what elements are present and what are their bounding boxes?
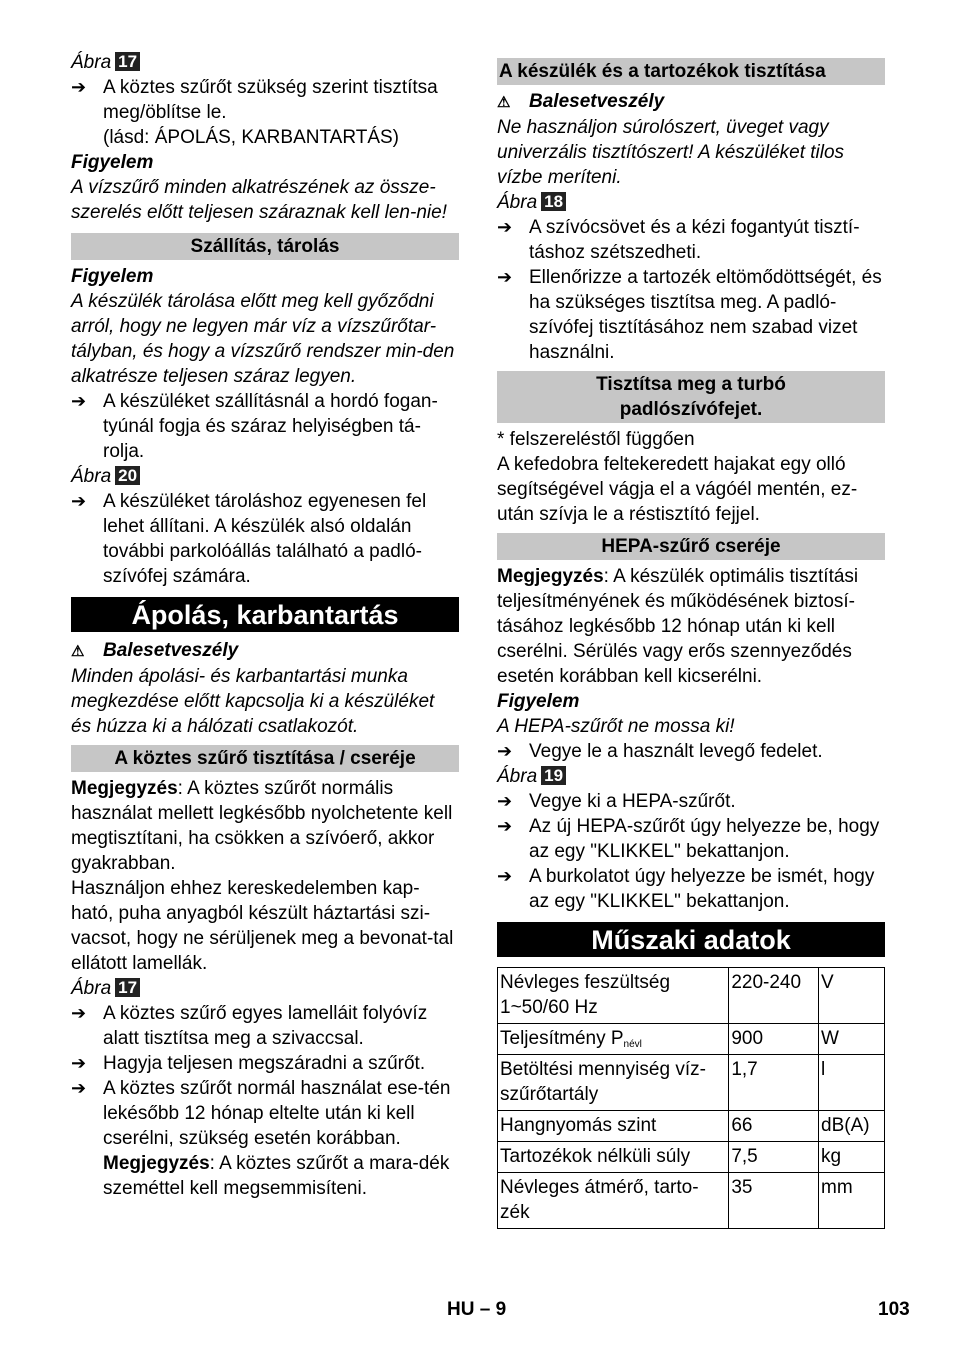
notice-text: A HEPA-szűrőt ne mossa ki! <box>497 716 735 737</box>
list-item: ➔ A burkolatot úgy helyezze be ismét, hogy az egy "KLIKKEL" bekattanjon. <box>497 866 875 912</box>
note-paragraph: Megjegyzés: A készülék optimális tisztítási teljesítményének és működésének biztosí-tásához legkésőbb 12 hónap után ki kell cserélni. Sérülés vagy erős szennyeződés esetén korábban kell kicserélni. <box>497 566 859 687</box>
table-cell: Névleges átmérő, tarto-zék <box>498 1173 729 1229</box>
chapter-heading: Műszaki adatok <box>497 922 885 957</box>
list-item: ➔ A köztes szűrőt szükség szerint tisztítsa meg/öblítse le. <box>71 77 438 123</box>
warning-title: ⚠ Balesetveszély <box>497 89 885 115</box>
list-item: ➔ A készüléket szállításnál a hordó fogan-tyúnál fogja és száraz helyiségben tá-rolja. <box>71 391 438 462</box>
list-item: ➔ Az új HEPA-szűrőt úgy helyezze be, hogy az egy "KLIKKEL" bekattanjon. <box>497 816 880 862</box>
arrow-right-icon: ➔ <box>71 1003 87 1023</box>
warning-text: Minden ápolási- és karbantartási munka megkezdése előtt kapcsolja ki a készüléket és húzza ki a hálózati csatlakozót. <box>71 666 435 737</box>
table-cell: mm <box>819 1173 885 1229</box>
table-cell: W <box>819 1024 885 1055</box>
table-cell: V <box>819 968 885 1024</box>
figure-ref: Ábra 19 <box>497 764 885 789</box>
table-row <box>498 968 885 1024</box>
figure-ref: Ábra 17 <box>71 976 459 1001</box>
table-cell: Betöltési mennyiség víz-szűrőtartály <box>498 1055 729 1111</box>
table-row <box>498 1055 885 1111</box>
table-row <box>498 1024 885 1055</box>
footer-section-label: HU – 9 <box>447 1299 507 1320</box>
warning-triangle-icon: ⚠ <box>71 643 85 660</box>
arrow-right-icon: ➔ <box>497 866 513 886</box>
figure-number: 17 <box>115 52 140 71</box>
warning-triangle-icon: ⚠ <box>497 94 511 111</box>
notice-text: A készülék tárolása előtt meg kell győződni arról, hogy ne legyen már víz a vízszűrőtar-tályban, és hogy a vízszűrő rendszer min-den alkatrésze teljesen száraz legyen. <box>71 291 455 387</box>
list-item: ➔ Vegye ki a HEPA-szűrőt. <box>497 791 736 812</box>
notice-title: Figyelem <box>71 266 154 287</box>
arrow-right-icon: ➔ <box>497 816 513 836</box>
chapter-heading: Ápolás, karbantartás <box>71 597 459 632</box>
table-cell: l <box>819 1055 885 1111</box>
section-heading: Szállítás, tárolás <box>71 233 459 260</box>
table-cell: dB(A) <box>819 1111 885 1142</box>
table-row <box>498 1173 885 1229</box>
arrow-right-icon: ➔ <box>497 267 513 287</box>
page-number: 103 <box>878 1299 910 1320</box>
table-cell: Tartozékok nélküli súly <box>498 1142 729 1173</box>
arrow-right-icon: ➔ <box>71 77 87 97</box>
list-item: ➔ A köztes szűrőt normál használat ese-tén lekésőbb 12 hónap eltelte után ki kell cserélni, szükség esetén korábban. Megjegyzés: A köztes szűrőt a mara-dék szeméttel kell megsemmisíteni. <box>71 1078 451 1199</box>
figure-number: 20 <box>115 466 140 485</box>
table-cell: Teljesítmény $P_{névl}$ <box>498 1024 729 1055</box>
figure-number: 19 <box>541 766 566 785</box>
footnote-text: * felszereléstől függően <box>497 429 695 450</box>
arrow-right-icon: ➔ <box>71 491 87 511</box>
list-item: ➔ A készüléket tároláshoz egyenesen fel lehet állítani. A készülék alsó oldalán további parkolóállás található a padló-szívófej számára. <box>71 491 427 587</box>
table-cell: 35 <box>729 1173 819 1229</box>
section-heading: A köztes szűrő tisztítása / cseréje <box>71 745 459 772</box>
figure-ref: Ábra 18 <box>497 190 885 215</box>
figure-number: 17 <box>115 978 140 997</box>
note-text: (lásd: ÁPOLÁS, KARBANTARTÁS) <box>103 127 399 148</box>
figure-number: 18 <box>541 192 566 211</box>
right-column <box>497 58 885 1229</box>
table-cell: 66 <box>729 1111 819 1142</box>
table-cell: Névleges feszültség 1~50/60 Hz <box>498 968 729 1024</box>
arrow-right-icon: ➔ <box>497 741 513 761</box>
table-cell: 220-240 <box>729 968 819 1024</box>
left-column <box>71 50 459 1201</box>
section-heading: A készülék és a tartozékok tisztítása <box>497 58 885 85</box>
table-row <box>498 1142 885 1173</box>
table-row <box>498 1111 885 1142</box>
list-item: ➔ A szívócsövet és a kézi fogantyút tisztí-táshoz szétszedheti. <box>497 217 860 263</box>
table-cell: 1,7 <box>729 1055 819 1111</box>
figure-ref: Ábra 17 <box>71 50 459 75</box>
warning-title: ⚠ Balesetveszély <box>71 638 459 664</box>
arrow-right-icon: ➔ <box>497 217 513 237</box>
table-cell: 7,5 <box>729 1142 819 1173</box>
figure-ref: Ábra 20 <box>71 464 459 489</box>
table-cell: Hangnyomás szint <box>498 1111 729 1142</box>
table-cell: kg <box>819 1142 885 1173</box>
notice-text: A vízszűrő minden alkatrészének az össze-szerelés előtt teljesen száraznak kell len-nie! <box>71 177 447 223</box>
paragraph: Használjon ehhez kereskedelemben kap-ható, puha anyagból készült háztartási szi-vacsot, hogy ne sérüljenek meg a bevonat-tal ellátott lamellák. <box>71 878 454 974</box>
note-paragraph: Megjegyzés: A köztes szűrőt normális használat mellett legkésőbb nyolchetente kell megtisztítani, ha csökken a szívóerő, akkor gyakrabban. <box>71 778 453 874</box>
notice-title: Figyelem <box>71 152 154 173</box>
list-item: ➔ Ellenőrizze a tartozék eltömődöttségét, és ha szükséges tisztítsa meg. A padló-szívófej tisztításához nem szabad vizet használni. <box>497 267 882 363</box>
table-cell: 900 <box>729 1024 819 1055</box>
arrow-right-icon: ➔ <box>497 791 513 811</box>
arrow-right-icon: ➔ <box>71 1078 87 1098</box>
list-item: ➔ Vegye le a használt levegő fedelet. <box>497 741 823 762</box>
section-heading: HEPA-szűrő cseréje <box>497 533 885 560</box>
notice-title: Figyelem <box>497 691 580 712</box>
warning-text: Ne használjon súrolószert, üveget vagy univerzális tisztítószert! A készüléket tilos vízbe meríteni. <box>497 117 845 188</box>
specs-table <box>497 967 885 1229</box>
section-heading: Tisztítsa meg a turbó padlószívófejet. <box>497 371 885 423</box>
arrow-right-icon: ➔ <box>71 391 87 411</box>
arrow-right-icon: ➔ <box>71 1053 87 1073</box>
paragraph: A kefedobra feltekeredett hajakat egy olló segítségével vágja el a vágóél mentén, ez-után szívja le a réstisztító fejjel. <box>497 454 858 525</box>
list-item: ➔ Hagyja teljesen megszáradni a szűrőt. <box>71 1053 426 1074</box>
list-item: ➔ A köztes szűrő egyes lamelláit folyóvíz alatt tisztítsa meg a szivaccsal. <box>71 1003 428 1049</box>
